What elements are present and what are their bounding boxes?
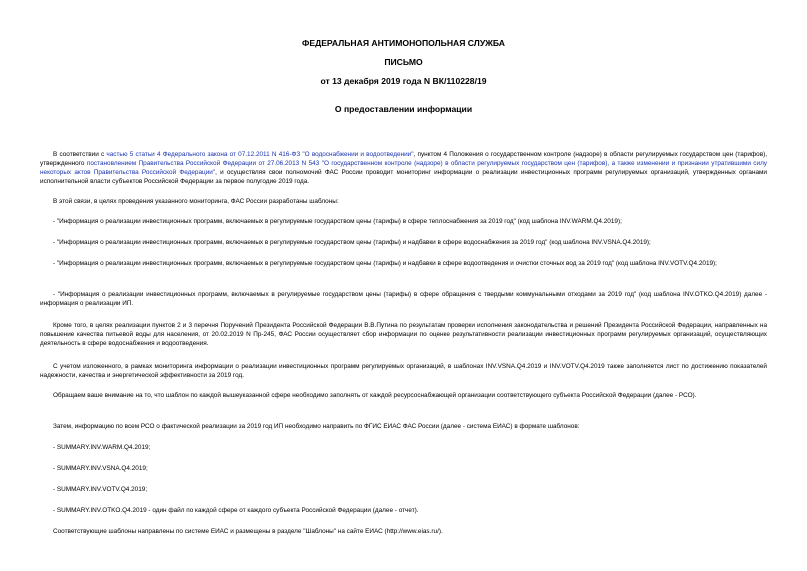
paragraph-reliability-sheet: С учетом изложенного, в рамках мониторинга информации о реализации инвестиционных программ регулируемых организаций, в шаблонах INV.VSNA.Q4.2019 и INV.VOTV.Q4.2019 также заполняется лист по достижению показателей надежности, качества и энергетической эффективности за 2019 год. [40,363,767,379]
paragraph-rso-note: Обращаем ваше внимание на то, что шаблон по каждой вышеуказанной сфере необходимо заполнять от каждой ресурсоснабжающей организации соответствующего субъекта Российской Федерации (далее - РСО). [53,392,697,399]
template-item-warm: - "Информация о реализации инвестиционных программ, включаемых в регулируемые государством цены (тарифы) в сфере теплоснабжения за 2019 год" (код шаблона INV.WARM.Q4.2019); [53,218,622,225]
paragraph-eias-submission: Затем, информацию по всем РСО о фактической реализации за 2019 год ИП необходимо направить по ФГИС ЕИАС ФАС России (далее - система ЕИАС) в формате шаблонов: [53,423,580,430]
template-item-otko: - "Информация о реализации инвестиционных программ, включаемых в регулируемые государством цены (тарифы) в сфере обращения с твердыми коммунальными отходами за 2019 год" (код шаблона INV.OTKO.Q4.2019) далее - информация о реализации ИП. [40,291,767,307]
template-item-votv: - "Информация о реализации инвестиционных программ, включаемых в регулируемые государством цены (тарифы) и надбавки в сфере водоотведения и очистки сточных вод за 2019 год" (код шаблона INV.VOTV.Q4.2019); [53,260,717,267]
law-416-fz-link[interactable]: частью 5 статьи 4 Федерального закона от 07.12.2011 N 416-ФЗ "О водоснабжении и водоотведении" [106,151,414,158]
summary-item-vsna: - SUMMARY.INV.VSNA.Q4.2019; [53,465,148,472]
paragraph-eias-site: Соответствующие шаблоны направлены по системе ЕИАС и размещены в разделе "Шаблоны" на сайте ЕИАС (http://www.eias.ru/). [53,528,443,535]
doc-type-heading: ПИСЬМО [384,57,423,67]
paragraph-templates-intro: В этой связи, в целях проведения указанного мониторинга, ФАС России разработаны шаблоны: [53,198,339,205]
summary-item-otko: - SUMMARY.INV.OTKO.Q4.2019 - один файл по каждой сфере от каждого субъекта Российской Федерации (далее - отчет). [53,507,419,514]
summary-item-warm: - SUMMARY.INV.WARM.Q4.2019; [53,444,151,451]
intro-text-2: , пунктом 4 Положения о государственном контроле (надзоре) в области регулируемых государством цен (тарифов), утвержденного [40,151,768,167]
paragraph-intro [40,150,767,186]
date-number-heading: от 13 декабря 2019 года N ВК/110228/19 [320,76,487,86]
paragraph-presidential-order: Кроме того, в целях реализации пунктов 2 и 3 перечня Поручений Президента Российской Федерации В.В.Путина по результатам проверки исполнения законодательства и решений Президента Российской Федерации, направленных на повышение качества питьевой воды для населения, от 20.02.2019 N Пр-245, ФАС России осуществляет сбор информации по оценке результативности реализации инвестиционных программ регулируемых организаций, осуществляющих деятельность в сфере водоснабжения и водоотведения. [40,322,767,347]
summary-item-votv: - SUMMARY.INV.VOTV.Q4.2019; [53,486,148,493]
intro-text-1: В соответствии с [53,151,107,158]
intro-text-3: , и осуществляя свои полномочий ФАС России проводит мониторинг информации о реализации инвестиционных программ регулируемых организаций, утвержденных органами исполнительной власти субъектов Российской Федерации за первое полугодие 2019 года. [40,169,767,185]
subject-heading: О предоставлении информации [334,104,473,114]
resolution-543-link[interactable]: постановлением Правительства Российской Федерации от 27.06.2013 N 543 "О государственном контроле (надзоре) в области регулируемых государством цен (тарифов), а также изменении и признании утратившими силу некоторых актов Правительства Российской Федерации" [40,160,768,176]
org-heading: ФЕДЕРАЛЬНАЯ АНТИМОНОПОЛЬНАЯ СЛУЖБА [302,38,505,48]
template-item-vsna: - "Информация о реализации инвестиционных программ, включаемых в регулируемые государством цены (тарифы) и надбавки в сфере водоснабжения за 2019 год" (код шаблона INV.VSNA.Q4.2019); [53,239,651,246]
